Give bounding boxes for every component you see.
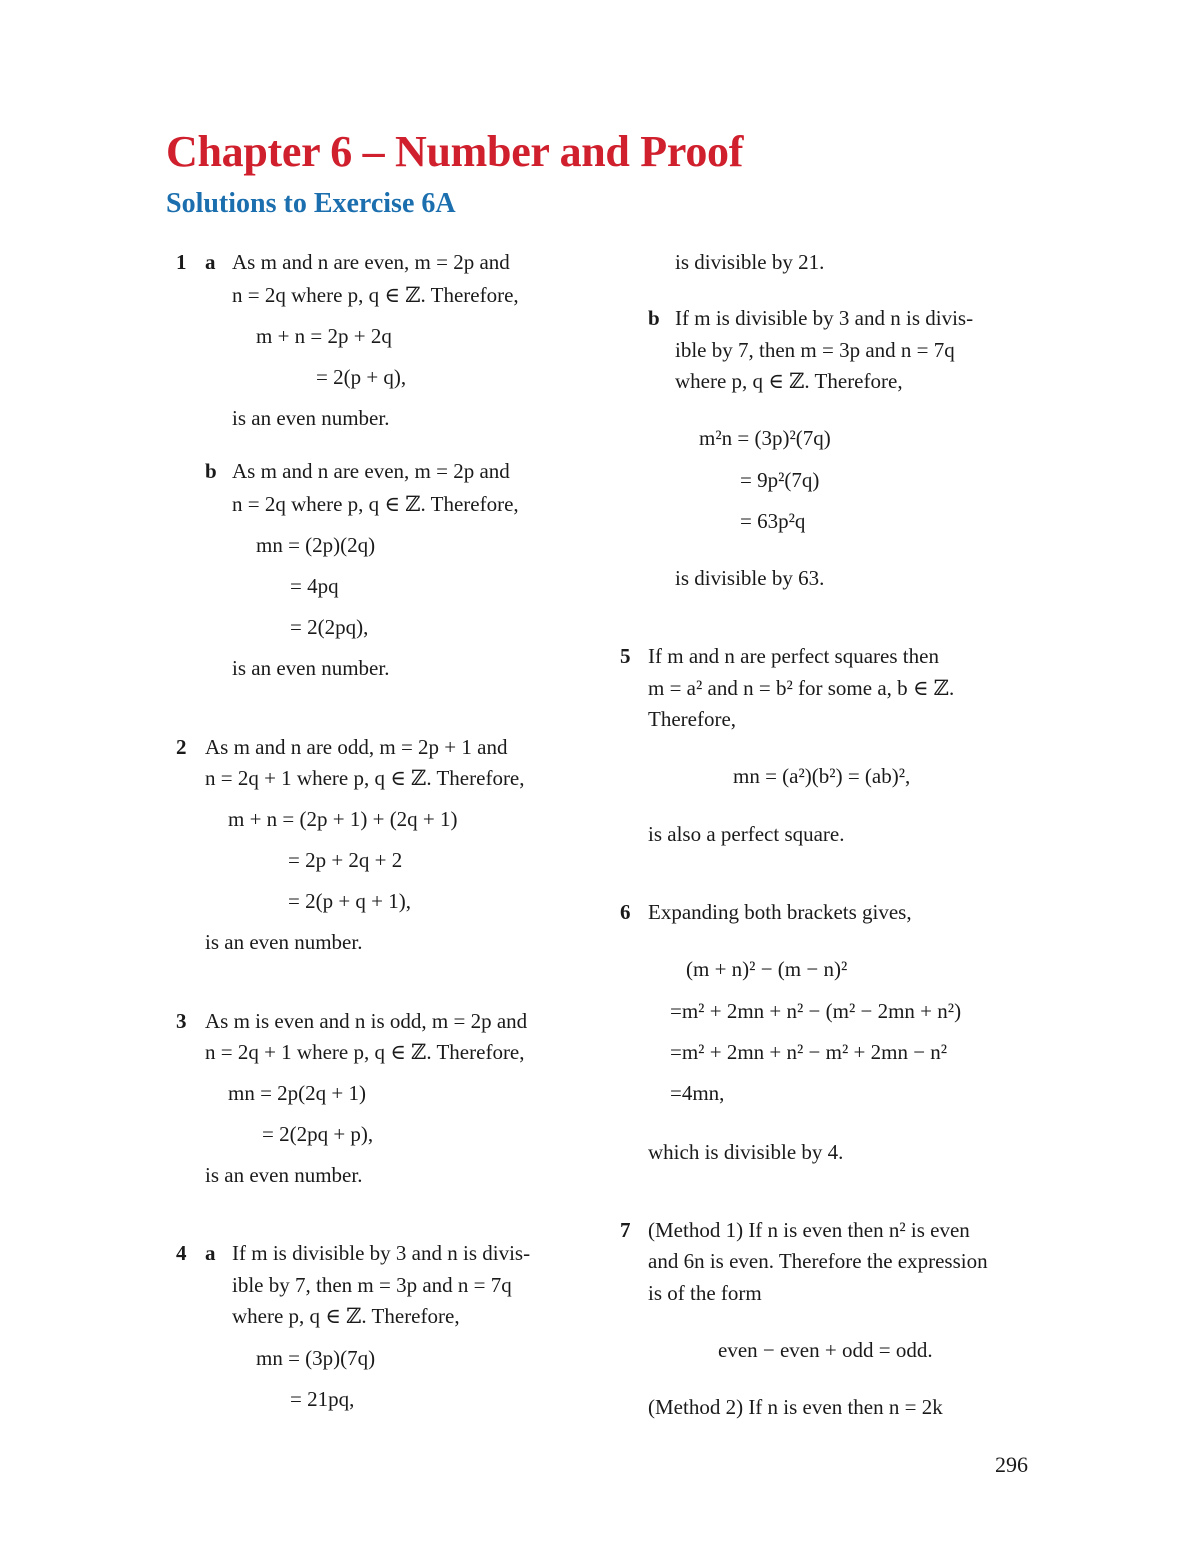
text-line: where p, q ∈ ℤ. Therefore,: [232, 1304, 460, 1328]
equation-line: m + n = 2p + 2q: [256, 324, 392, 348]
equation-line: = 21pq,: [290, 1387, 355, 1411]
equation-line: =m² + 2mn + n² − (m² − 2mn + n²): [670, 999, 962, 1023]
text-line: As m and n are odd, m = 2p + 1 and: [205, 735, 508, 759]
equation-line: = 63p²q: [740, 509, 806, 533]
conclusion-line: is divisible by 63.: [675, 566, 825, 590]
conclusion-line: is an even number.: [232, 656, 390, 680]
question-number: 1: [176, 250, 187, 274]
text-line: ible by 7, then m = 3p and n = 7q: [675, 338, 955, 362]
equation-line: = 2(p + q + 1),: [288, 889, 412, 913]
text-line: If m is divisible by 3 and n is divis-: [232, 1241, 531, 1265]
text-line: Expanding both brackets gives,: [648, 900, 912, 924]
question-number: 7: [620, 1218, 631, 1242]
equation-line: m²n = (3p)²(7q): [699, 426, 831, 450]
question-number: 3: [176, 1009, 187, 1033]
equation-line: mn = 2p(2q + 1): [228, 1081, 367, 1105]
equation-line: = 4pq: [290, 574, 339, 598]
part-label: b: [648, 306, 660, 330]
text-line: (Method 1) If n is even then n² is even: [648, 1218, 970, 1242]
equation-line: even − even + odd = odd.: [718, 1338, 933, 1362]
part-label: a: [205, 250, 216, 274]
text-line: is of the form: [648, 1281, 762, 1305]
text-line: As m and n are even, m = 2p and: [232, 459, 510, 483]
equation-line: = 2(2pq),: [290, 615, 369, 639]
question-number: 4: [176, 1241, 187, 1265]
text-line: n = 2q where p, q ∈ ℤ. Therefore,: [232, 283, 519, 307]
conclusion-line: is divisible by 21.: [675, 250, 825, 274]
conclusion-line: is an even number.: [232, 406, 390, 430]
text-line: n = 2q + 1 where p, q ∈ ℤ. Therefore,: [205, 1040, 525, 1064]
text-line: As m and n are even, m = 2p and: [232, 250, 510, 274]
question-number: 5: [620, 644, 631, 668]
text-line: n = 2q where p, q ∈ ℤ. Therefore,: [232, 492, 519, 516]
question-number: 2: [176, 735, 187, 759]
conclusion-line: is also a perfect square.: [648, 822, 845, 846]
question-number: 6: [620, 900, 631, 924]
text-line: and 6n is even. Therefore the expression: [648, 1249, 988, 1273]
part-label: a: [205, 1241, 216, 1265]
page-number: 296: [995, 1452, 1028, 1477]
equation-line: (m + n)² − (m − n)²: [686, 957, 848, 981]
conclusion-line: is an even number.: [205, 930, 363, 954]
text-line: (Method 2) If n is even then n = 2k: [648, 1395, 943, 1419]
section-subtitle: Solutions to Exercise 6A: [166, 188, 456, 219]
equation-line: = 2(p + q),: [316, 365, 407, 389]
text-line: Therefore,: [648, 707, 737, 731]
part-label: b: [205, 459, 217, 483]
text-line: ible by 7, then m = 3p and n = 7q: [232, 1273, 512, 1297]
equation-line: = 2(2pq + p),: [262, 1122, 374, 1146]
text-line: As m is even and n is odd, m = 2p and: [205, 1009, 528, 1033]
text-line: n = 2q + 1 where p, q ∈ ℤ. Therefore,: [205, 766, 525, 790]
page-title: Chapter 6 – Number and Proof: [166, 127, 744, 176]
equation-line: mn = (2p)(2q): [256, 533, 376, 557]
conclusion-line: which is divisible by 4.: [648, 1140, 844, 1164]
equation-line: mn = (3p)(7q): [256, 1346, 376, 1370]
equation-line: =m² + 2mn + n² − m² + 2mn − n²: [670, 1040, 948, 1064]
equation-line: = 2p + 2q + 2: [288, 848, 403, 872]
text-line: where p, q ∈ ℤ. Therefore,: [675, 369, 903, 393]
text-line: If m and n are perfect squares then: [648, 644, 939, 668]
equation-line: =4mn,: [670, 1081, 725, 1105]
equation-line: m + n = (2p + 1) + (2q + 1): [228, 807, 458, 831]
equation-line: mn = (a²)(b²) = (ab)²,: [733, 764, 911, 788]
equation-line: = 9p²(7q): [740, 468, 820, 492]
text-line: If m is divisible by 3 and n is divis-: [675, 306, 974, 330]
conclusion-line: is an even number.: [205, 1163, 363, 1187]
text-line: m = a² and n = b² for some a, b ∈ ℤ.: [648, 676, 955, 700]
